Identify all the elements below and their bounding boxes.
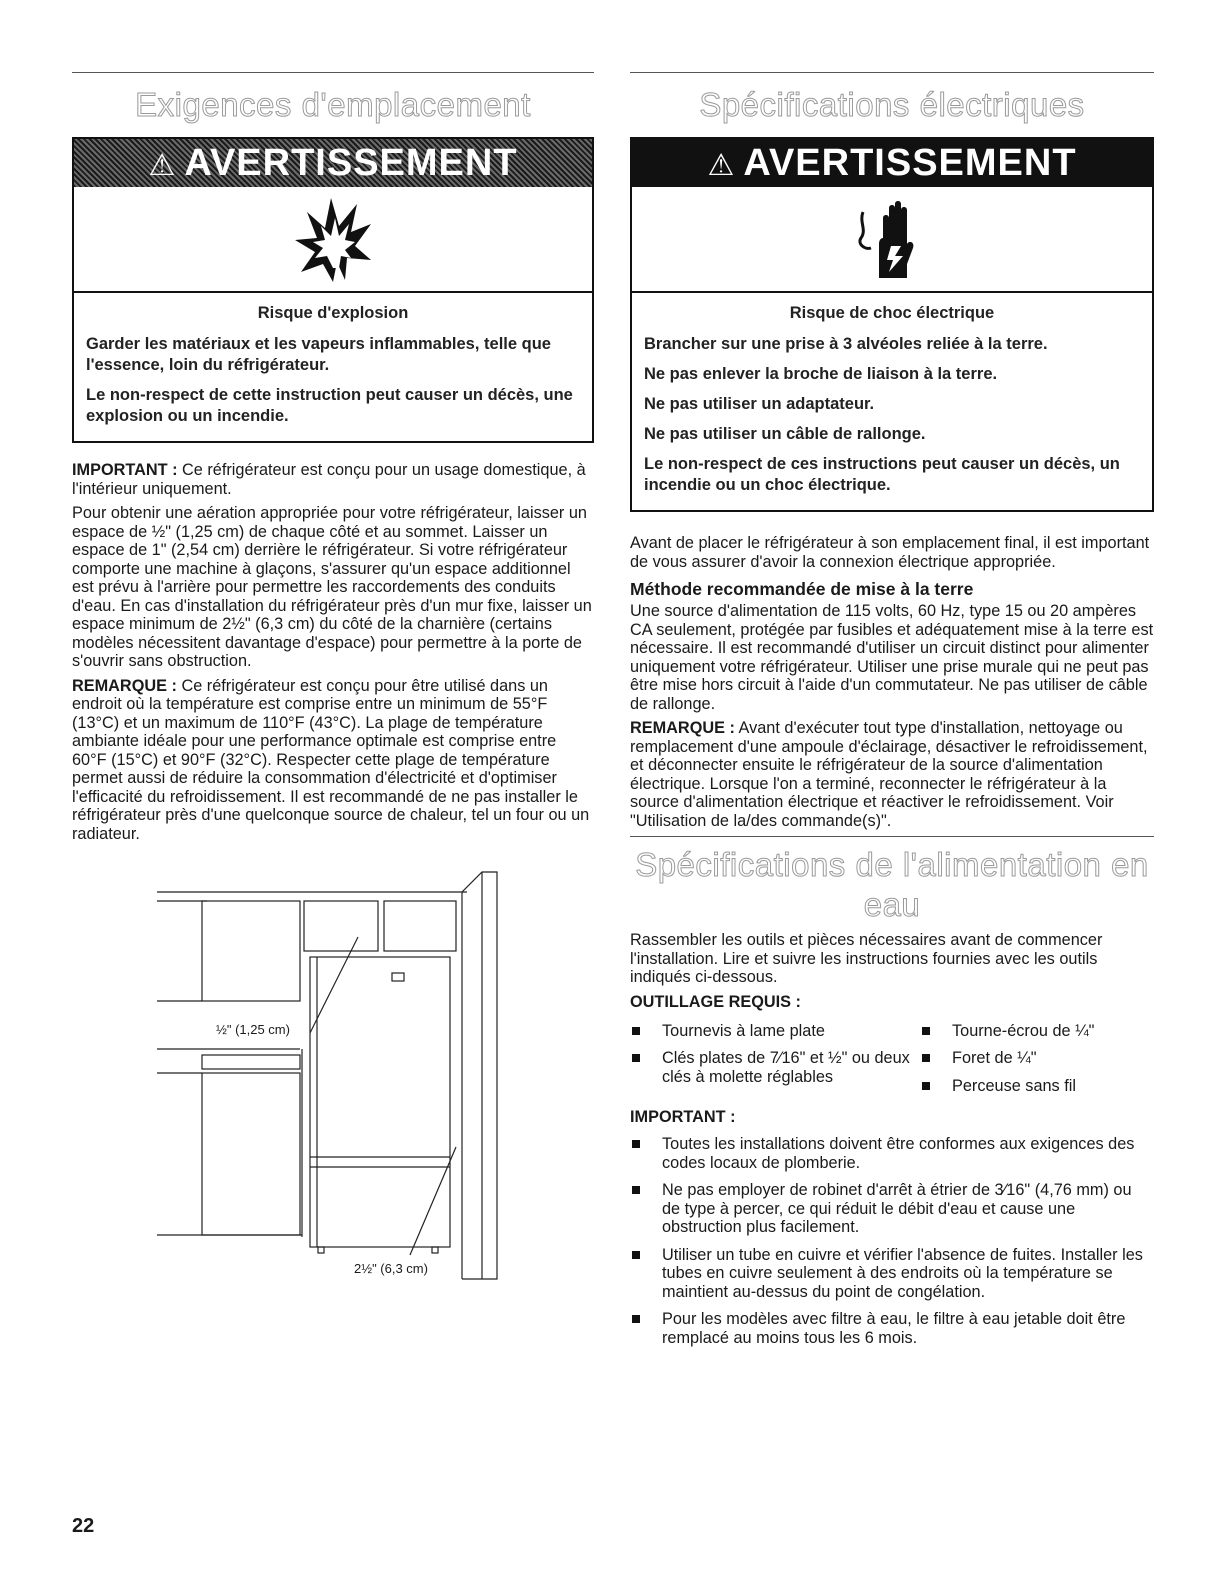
shock-icon-area <box>632 187 1152 293</box>
warning-triangle-icon: ⚠ <box>707 149 736 182</box>
tools-label: OUTILLAGE REQUIS : <box>630 992 801 1011</box>
important-label: IMPORTANT : <box>630 1108 736 1126</box>
remarque-paragraph: REMARQUE : Ce réfrigérateur est conçu pour être utilisé dans un endroit où la température est comprise entre un minimum de 55°F (13°C) et un maximum de 110°F (43°C). La plage de température ambiante idéale pour une performance optimale est comprise entre 60°F (15°C) et 90°F (32°C). Respecter cette plage de température permet aussi de réduire la consommation d'électricité et d'optimiser l'efficacité du refroidissement. Il est recommandé de ne pas installer le réfrigérateur près d'une quelconque source de chaleur, tel un four ou un radiateur. <box>72 676 590 843</box>
explosion-warning-box <box>72 137 594 443</box>
list-item: Ne pas employer de robinet d'arrêt à étrier de 3⁄16" (4,76 mm) ou de type à percer, ce qui réduit le débit d'eau et cause une obstruction plus facilement. <box>630 1181 1154 1237</box>
warning-line: Brancher sur une prise à 3 alvéoles reliée à la terre. <box>644 335 1048 353</box>
clearance-label-top: ½" (1,25 cm) <box>216 1022 290 1037</box>
clearance-label-bottom: 2½" (6,3 cm) <box>354 1261 428 1276</box>
electrical-intro-paragraph: Avant de placer le réfrigérateur à son emplacement final, il est important de vous assurer d'avoir la connexion électrique appropriée. <box>630 534 1150 571</box>
warning-line: Le non-respect de ces instructions peut causer un décès, un incendie ou un choc électrique. <box>644 455 1120 494</box>
tools-list <box>630 1022 1154 1105</box>
section-title-water: Spécifications de l'alimentation en eau <box>635 846 1149 923</box>
shock-warning-box <box>630 137 1154 512</box>
explosion-icon-area <box>74 187 592 293</box>
important-list <box>630 1135 1154 1347</box>
list-item: Pour les modèles avec filtre à eau, le filtre à eau jetable doit être remplacé au moins tous les 6 mois. <box>630 1310 1154 1347</box>
clearance-diagram <box>72 857 594 1297</box>
grounding-subheading: Méthode recommandée de mise à la terre <box>630 579 974 599</box>
section-rule <box>630 836 1154 837</box>
risk-title: Risque d'explosion <box>257 304 409 322</box>
grounding-paragraph: Une source d'alimentation de 115 volts, 60 Hz, type 15 ou 20 ampères CA seulement, protégée par fusibles et adéquatement mise à la terre est nécessaire. Il est recommandé d'utiliser un circuit distinct pour alimenter uniquement votre réfrigérateur. Utiliser une prise murale qui ne peut pas être mise hors circuit à l'aide d'un commutateur. Ne pas utiliser de câble de rallonge. <box>630 602 1154 713</box>
remarque-paragraph: REMARQUE : Avant d'exécuter tout type d'installation, nettoyage ou remplacement d'une ampoule d'éclairage, désactiver le refroidissement, et déconnecter ensuite le réfrigérateur de la source d'alimentation électrique. Lorsque l'on a terminé, reconnecter le réfrigérateur à la source d'alimentation électrique et réactiver le refroidissement. Voir "Utilisation de la/des commande(s)". <box>630 719 1148 830</box>
right-column <box>630 72 1154 1356</box>
section-rule <box>72 72 594 73</box>
warning-line: Le non-respect de cette instruction peut causer un décès, une explosion ou un incendie. <box>86 386 573 425</box>
warning-body <box>632 293 1152 510</box>
page-number: 22 <box>72 1515 95 1537</box>
risk-title: Risque de choc électrique <box>789 304 995 322</box>
water-intro-paragraph: Rassembler les outils et pièces nécessaires avant de commencer l'installation. Lire et suivre les instructions fournies avec les outils indiqués ci-dessous. <box>630 931 1103 986</box>
warning-header: ⚠ AVERTISSEMENT <box>632 139 1152 187</box>
list-item: Tourne-écrou de ¼" <box>920 1022 1154 1041</box>
tools-column-1 <box>630 1022 920 1105</box>
warning-header: ⚠ AVERTISSEMENT <box>74 139 592 187</box>
list-item: Clés plates de 7⁄16" et ½" ou deux clés à molette réglables <box>630 1049 920 1086</box>
section-title-location: Exigences d'emplacement <box>135 86 531 123</box>
left-column <box>72 72 594 1297</box>
refrigerator-installation-illustration <box>72 857 594 1297</box>
list-item: Foret de ¼" <box>920 1049 1154 1068</box>
warning-triangle-icon: ⚠ <box>148 149 177 182</box>
tools-column-2 <box>920 1022 1154 1105</box>
section-title-electrical: Spécifications électriques <box>699 86 1085 123</box>
warning-line: Garder les matériaux et les vapeurs inflammables, telle que l'essence, loin du réfrigérateur. <box>86 335 551 374</box>
list-item: Tournevis à lame plate <box>630 1022 920 1041</box>
list-item: Toutes les installations doivent être conformes aux exigences des codes locaux de plomberie. <box>630 1135 1154 1172</box>
section-rule <box>630 72 1154 73</box>
warning-line: Ne pas utiliser un adaptateur. <box>644 395 875 413</box>
important-paragraph: IMPORTANT : Ce réfrigérateur est conçu pour un usage domestique, à l'intérieur uniquement. <box>72 461 586 498</box>
warning-line: Ne pas utiliser un câble de rallonge. <box>644 425 926 443</box>
clearance-paragraph: Pour obtenir une aération appropriée pour votre réfrigérateur, laisser un espace de ½" (1,25 cm) de chaque côté et au sommet. Laisser un espace de 1" (2,54 cm) derrière le réfrigérateur. Si votre réfrigérateur comporte une machine à glaçons, s'assurer qu'un espace additionnel est prévu à l'arrière pour permettre les raccordements des conduits d'eau. En cas d'installation du réfrigérateur près d'un mur fixe, laisser un espace minimum de 2½" (6,3 cm) du côté de la charnière (certains modèles nécessitent davantage d'espace) pour permettre à la porte de s'ouvrir sans obstruction. <box>72 504 592 670</box>
list-item: Perceuse sans fil <box>920 1077 1154 1096</box>
warning-body <box>74 293 592 441</box>
warning-line: Ne pas enlever la broche de liaison à la terre. <box>644 365 998 383</box>
explosion-icon <box>293 194 373 284</box>
list-item: Utiliser un tube en cuivre et vérifier l'absence de fuites. Installer les tubes en cuivre seulement à des endroits où la température se maintient au-dessus du point de congélation. <box>630 1246 1154 1302</box>
electric-shock-icon <box>857 194 927 284</box>
